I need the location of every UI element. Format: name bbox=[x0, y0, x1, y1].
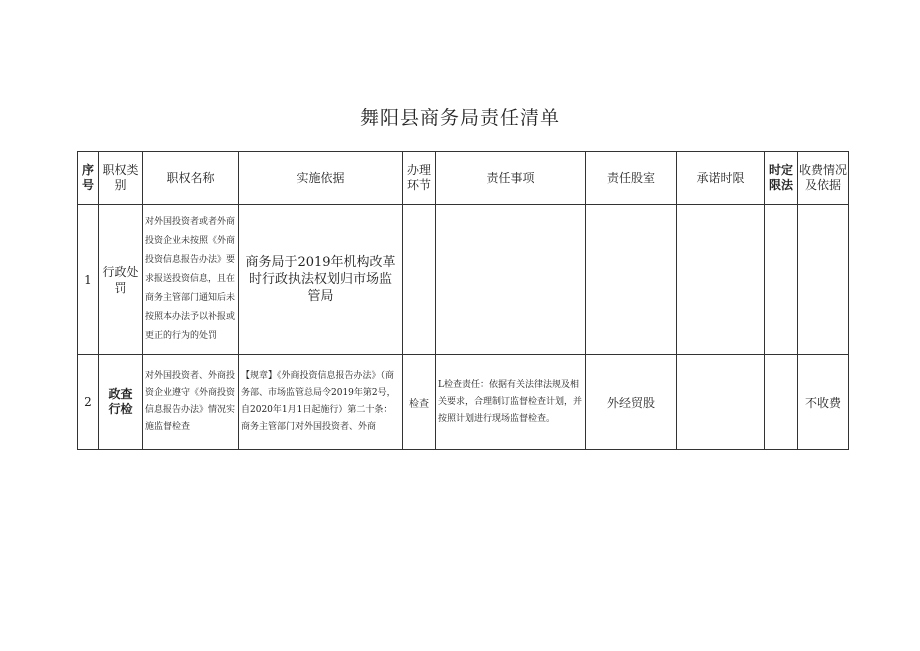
header-legal-limit: 时定限法 bbox=[765, 152, 798, 205]
header-basis: 实施依据 bbox=[239, 152, 403, 205]
header-process: 办理环节 bbox=[403, 152, 436, 205]
cell-legal-limit bbox=[765, 205, 798, 355]
cell-name: 对外国投资者、外商投资企业遵守《外商投资信息报告办法》情况实施监督检查 bbox=[143, 355, 239, 450]
cell-basis: 【规章】《外商投资信息报告办法》（商务部、市场监管总局令2019年第2号，自2020年1月1日起施行）第二十条：商务主管部门对外国投资者、外商 bbox=[239, 355, 403, 450]
cell-office: 外经贸股 bbox=[586, 355, 677, 450]
cell-seq: 2 bbox=[78, 355, 99, 450]
header-category: 职权类别 bbox=[99, 152, 143, 205]
cell-seq: 1 bbox=[78, 205, 99, 355]
cell-promise bbox=[677, 205, 765, 355]
cell-office bbox=[586, 205, 677, 355]
cell-category: 行政处罚 bbox=[99, 205, 143, 355]
cell-legal-limit bbox=[765, 355, 798, 450]
header-promise: 承诺时限 bbox=[677, 152, 765, 205]
cell-fee: 不收费 bbox=[798, 355, 849, 450]
cell-promise bbox=[677, 355, 765, 450]
cell-fee bbox=[798, 205, 849, 355]
cell-category: 政查行检 bbox=[99, 355, 143, 450]
header-name: 职权名称 bbox=[143, 152, 239, 205]
cell-duty bbox=[436, 205, 586, 355]
document-title: 舞阳县商务局责任清单 bbox=[359, 107, 560, 129]
header-duty: 责任事项 bbox=[436, 152, 586, 205]
responsibility-table bbox=[77, 151, 849, 450]
cell-duty: L检查责任：依据有关法律法规及相关要求，合理制订监督检查计划，并按照计划进行现场监督检查。 bbox=[436, 355, 586, 450]
table-row bbox=[78, 205, 849, 355]
header-seq: 序号 bbox=[78, 152, 99, 205]
table-row bbox=[78, 355, 849, 450]
header-row bbox=[78, 152, 849, 205]
cell-basis: 商务局于2019年机构改革时行政执法权划归市场监管局 bbox=[239, 205, 403, 355]
cell-name: 对外国投资者或者外商投资企业未按照《外商投资信息报告办法》要求报送投资信息，且在商务主管部门通知后未按照本办法予以补报或更正的行为的处罚 bbox=[143, 205, 239, 355]
cell-process: 检查 bbox=[403, 355, 436, 450]
header-office: 责任股室 bbox=[586, 152, 677, 205]
header-fee: 收费情况及依据 bbox=[798, 152, 849, 205]
cell-process bbox=[403, 205, 436, 355]
